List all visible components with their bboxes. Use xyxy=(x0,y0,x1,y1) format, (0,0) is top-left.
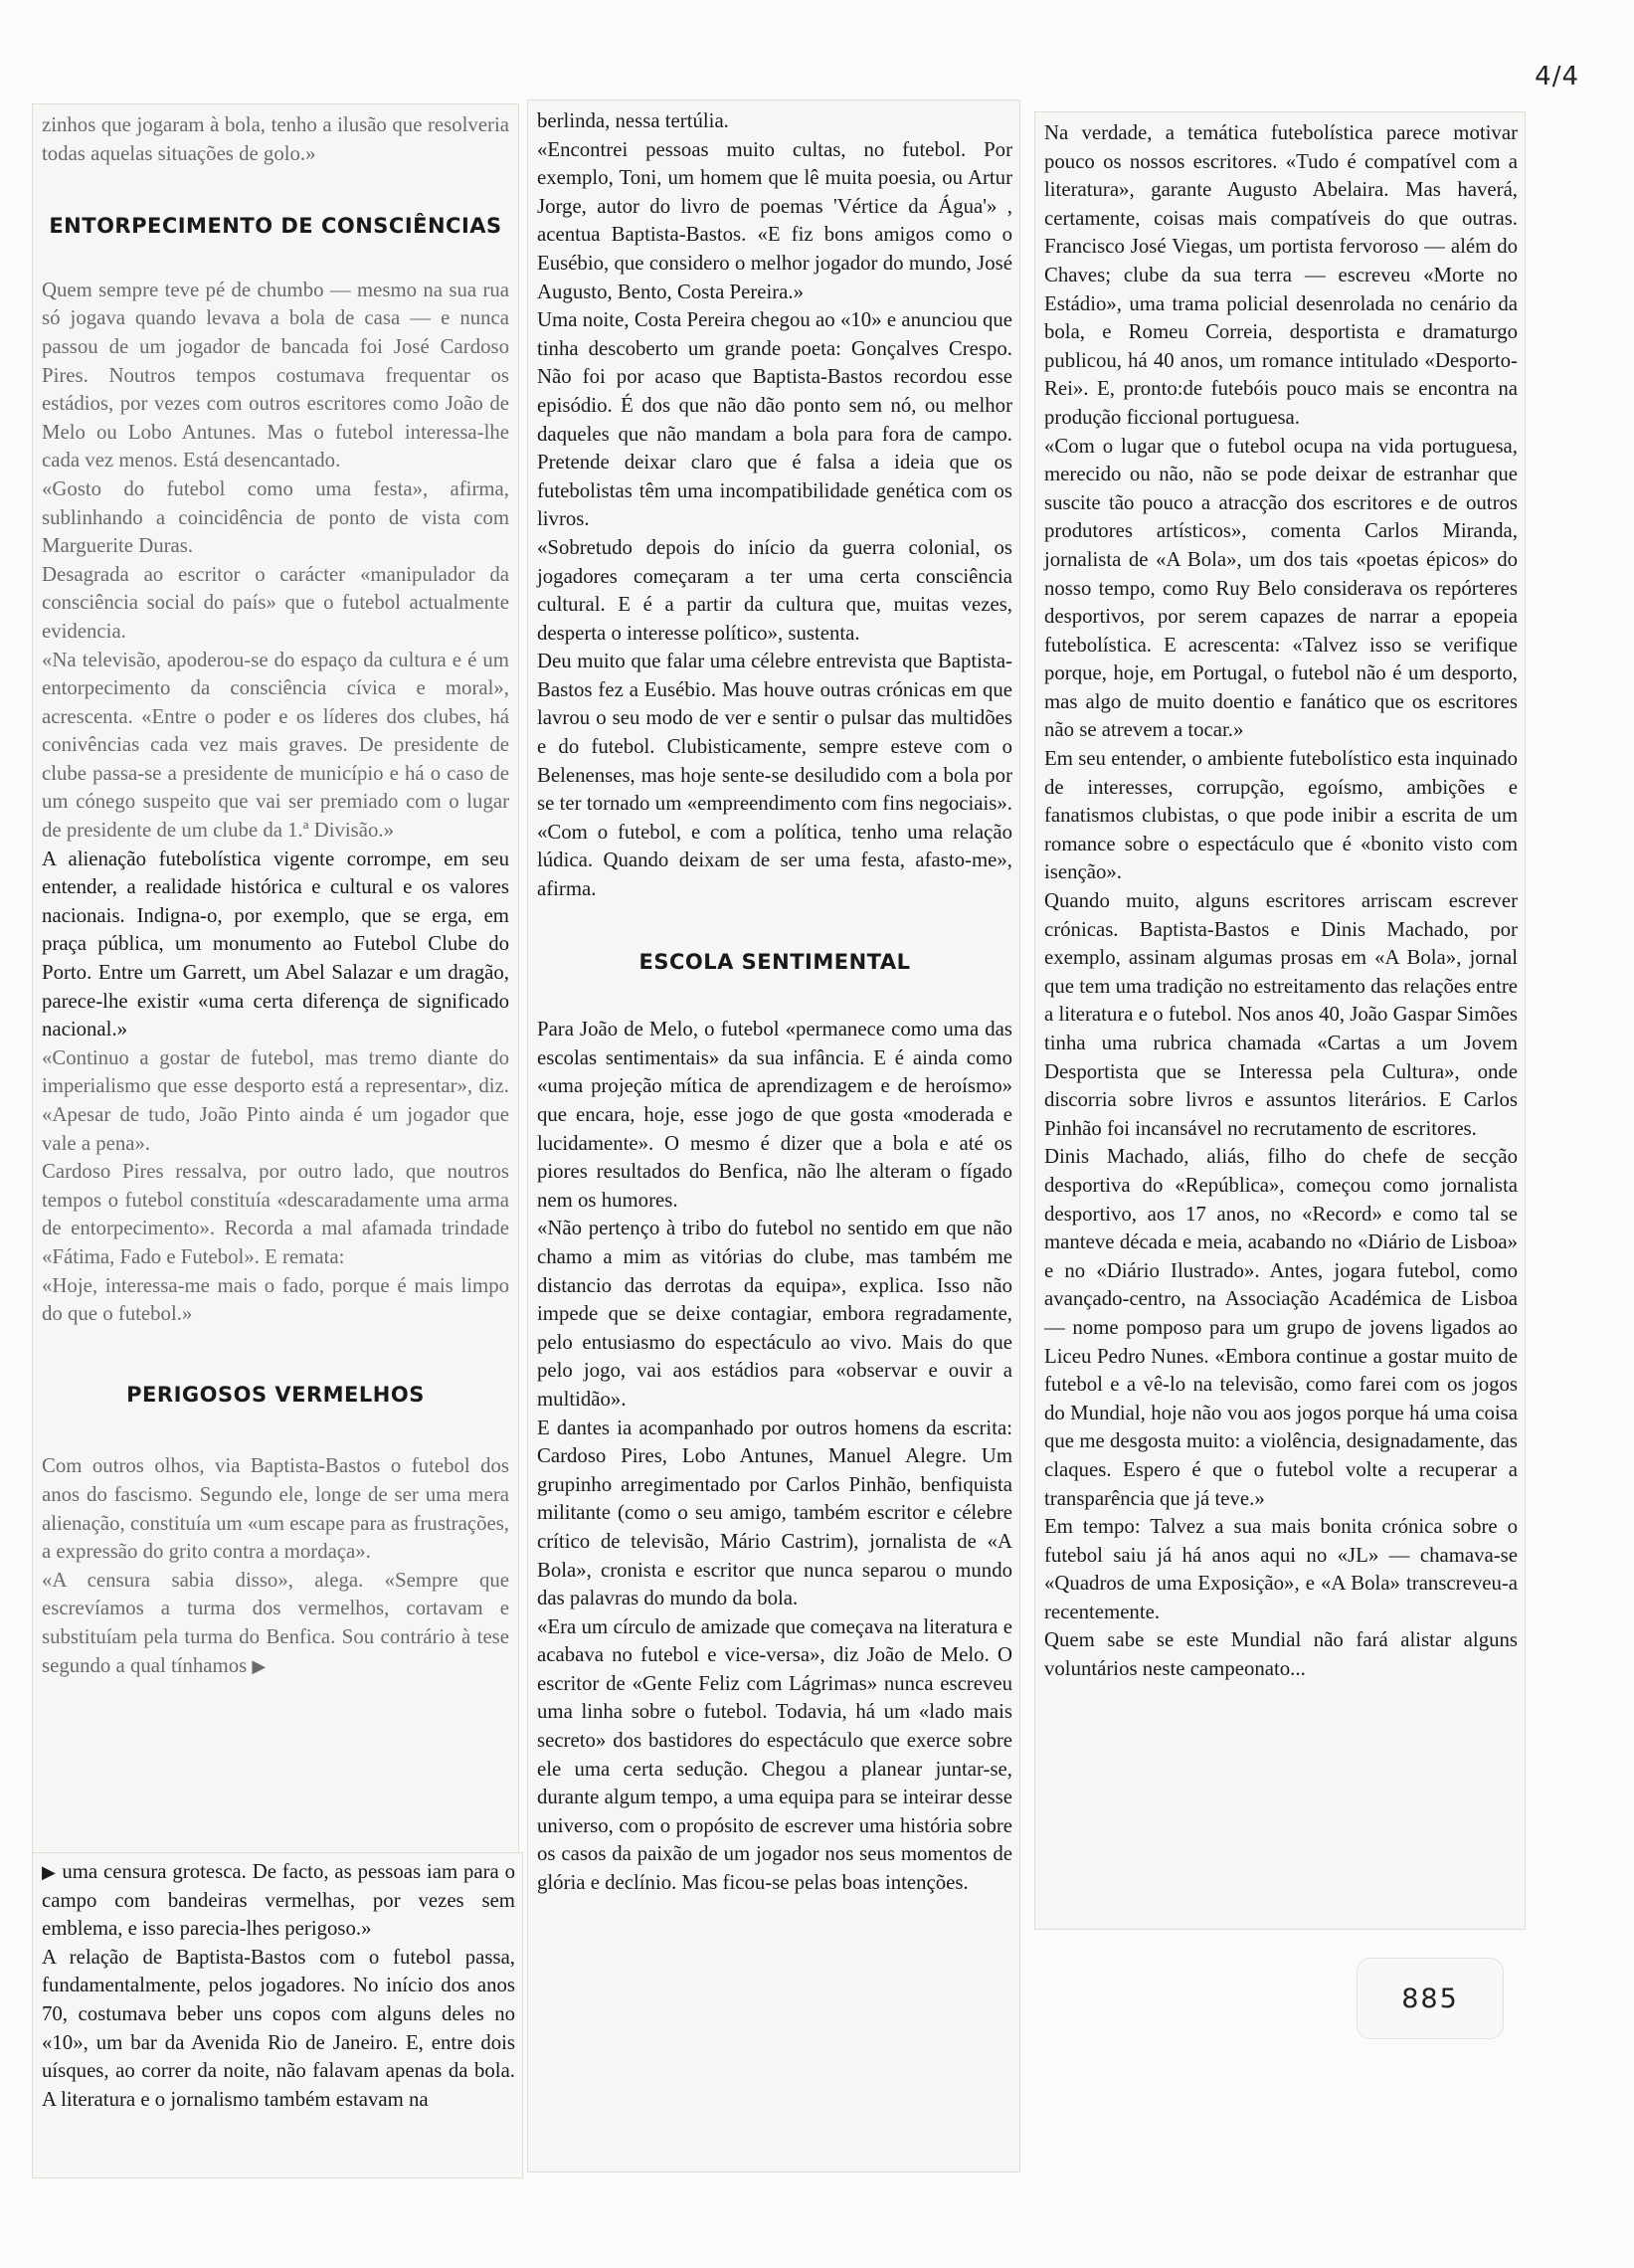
paragraph: Com outros olhos, via Baptista-Bastos o futebol dos anos do fascismo. Segundo ele, longe de ser uma mera alienação, constituía um «um escape para as frustrações, a expressão do grito contra a mordaça». xyxy=(42,1454,509,1564)
paragraph: Quem sabe se este Mundial não fará alistar alguns voluntários neste campeonato... xyxy=(1044,1628,1518,1681)
paragraph: Dinis Machado, aliás, filho do chefe de secção desportiva do «República», começou como jornalista desportivo, aos 17 anos, no «Record» e como tal se manteve década e meia, acabando no «Diário de Lisboa» e no «Diário Ilustrado». Antes, jogara futebol, como avançado-centro, na Associação Académica de Lisboa — nome pomposo para um grupo de jovens ligados ao Liceu Pedro Nunes. «Embora continue a gostar muito de futebol e a vê-lo na televisão, como farei com os jogos do Mundial, hoje não vou aos jogos porque há uma coisa que me desgosta muito: a violência, designadamente, das claques. Espero é que o futebol volte a recuperar a transparência que já teve.» xyxy=(1044,1145,1518,1510)
paragraph: Uma noite, Costa Pereira chegou ao «10» e anunciou que tinha descoberto um grande poeta: Gonçalves Crespo. Não foi por acaso que Baptista-Bastos recordou esse episódio. É dos que não dão ponto sem nó, ou melhor daqueles que não mandam a bola para fora de campo. Pretende deixar claro que é falsa a ideia que os futebolistas têm uma incompatibilidade genética com os livros. xyxy=(537,308,1012,531)
paragraph: zinhos que jogaram à bola, tenho a ilusão que resolveria todas aquelas situações de golo.» xyxy=(42,113,509,165)
paragraph: «Era um círculo de amizade que começava na literatura e acabava no futebol e vice-versa», diz João de Melo. O escritor de «Gente Feliz com Lágrimas» nunca escreveu uma linha sobre o futebol. Todavia, há um «lado mais secreto» dos bastidores do espectáculo que exerce sobre ele uma certa sedução. Chegou a planear juntar-se, durante algum tempo, a uma equipa para se inteirar desse universo, com o propósito de escrever uma história sobre os casos da paixão de um jogador nos seus momentos de glória e declínio. Mas ficou-se pelas boas intenções. xyxy=(537,1614,1012,1895)
paragraph: Quem sempre teve pé de chumbo — mesmo na sua rua só jogava quando levava a bola de casa — e nunca passou de um jogador de bancada foi José Cardoso Pires. Noutros tempos costumava frequentar os estádios, por vezes com outros escritores como João de Melo ou Lobo Antunes. Mas o futebol interessa-lhe cada vez menos. Está desencantado. xyxy=(42,278,509,472)
paragraph: Cardoso Pires ressalva, por outro lado, que noutros tempos o futebol constituía «descaradamente uma arma de entorpecimento». Recorda a mal afamada trindade «Fátima, Fado e Futebol». E remata: xyxy=(42,1160,509,1268)
paragraph: Deu muito que falar uma célebre entrevista que Baptista-Bastos fez a Eusébio. Mas houve outras crónicas em que lavrou o seu modo de ver e sentir o pulsar das multidões e do futebol. Clubisticamente, sempre esteve com o Belenenses, mas hoje sente-se desiludido com a bola por se ter tornado um «empreendimento com fins negociais». «Com o futebol, e com a política, tenho uma relação lúdica. Quando deixam de ser uma festa, afasto-me», afirma. xyxy=(537,650,1012,901)
article-column-a xyxy=(42,111,509,1680)
paragraph: A relação de Baptista-Bastos com o futebol passa, fundamentalmente, pelos jogadores. No início dos anos 70, costumava beber uns copos com alguns deles no «10», um bar da Avenida Rio de Janeiro. E, entre dois uísques, ao correr da noite, não falavam apenas da bola. A literatura e o jornalismo também estavam na xyxy=(42,1945,515,2111)
paragraph xyxy=(42,1858,515,1944)
paragraph: Desagrada ao escritor o carácter «manipulador da consciência social do país» que o futebol actualmente evidencia. xyxy=(42,562,509,643)
paragraph: «Continuo a gostar de futebol, mas tremo diante do imperialismo que esse desporto está a representar», diz. «Apesar de tudo, João Pinto ainda é um jogador que vale a pena». xyxy=(42,1045,509,1155)
paragraph: E dantes ia acompanhado por outros homens da escrita: Cardoso Pires, Lobo Antunes, Manuel Alegre. Um grupinho arregimentado por Carlos Pinhão, benfiquista militante (como o seu amigo, também escritor e célebre crítico de televisão, Mário Castrim), jornalista de «A Bola», cronista e escritor que nunca separou o mundo das palavras do mundo da bola. xyxy=(537,1416,1012,1610)
paragraph: «Encontrei pessoas muito cultas, no futebol. Por exemplo, Toni, um homem que lê muita poesia, ou Artur Jorge, autor do livro de poemas 'Vértice da Água'» , acentua Baptista-Bastos. «E fiz bons amigos como o Eusébio, que considero o melhor jogador do mundo, José Augusto, Bento, Costa Pereira.» xyxy=(537,137,1012,303)
paragraph xyxy=(42,1567,509,1680)
archive-number-stamp: 885 xyxy=(1357,1958,1504,2039)
page-number: 4/4 xyxy=(1535,62,1579,92)
paragraph: «Sobretudo depois do início da guerra colonial, os jogadores começaram a ter uma certa consciência cultural. E é a partir da cultura que, muitas vezes, desperta o interesse político», sustenta. xyxy=(537,535,1012,645)
article-column-a-continued xyxy=(42,1858,515,2114)
paragraph: Em seu entender, o ambiente futebolístico esta inquinado de interesses, corrupção, egoísmo, ambições e fanatismos clubistas, o que pode inibir a escrita de um romance sobre o espectáculo que é «bonito visto com isenção». xyxy=(1044,747,1518,884)
section-heading: PERIGOSOS VERMELHOS xyxy=(126,1382,425,1407)
paragraph: «Com o lugar que o futebol ocupa na vida portuguesa, merecido ou não, não se pode deixar de estranhar que suscite tão pouco a atracção dos escritores e de outros produtores artísticos», comenta Carlos Miranda, jornalista de «A Bola», um dos tais «poetas épicos» do nosso tempo, como Ruy Belo considerava os repórteres desportivos, por serem capazes de narrar a epopeia futebolística. E acrescenta: «Talvez isso se verifique porque, hoje, em Portugal, o futebol não é um desporto, mas algo de muito doentio e fanático que os escritores não se atrevem a tocar.» xyxy=(1044,434,1518,742)
paragraph: «Gosto do futebol como uma festa», afirma, sublinhando a coincidência de ponto de vista com Marguerite Duras. xyxy=(42,476,509,558)
paragraph: A alienação futebolística vigente corrompe, em seu entender, a realidade histórica e cultural e os valores nacionais. Indigna-o, por exemplo, que se erga, em praça pública, um monumento ao Futebol Clube do Porto. Entre um Garrett, um Abel Salazar e um dragão, parece-lhe existir «uma certa diferença de significado nacional.» xyxy=(42,847,509,1041)
paragraph: «Na televisão, apoderou-se do espaço da cultura e é um entorpecimento da consciência cívica e moral», acrescenta. «Entre o poder e os líderes dos clubes, há conivências cada vez mais graves. De presidente de clube passa-se a presidente de município e há o caso de um cónego suspeito que vai ser premiado com o lugar de presidente de um clube da 1.ª Divisão.» xyxy=(42,648,509,843)
article-column-c xyxy=(1044,119,1518,1684)
continued-arrow-icon: ▶ xyxy=(42,1862,57,1882)
section-heading: ESCOLA SENTIMENTAL xyxy=(638,949,911,974)
section-heading: ENTORPECIMENTO DE CONSCIÊNCIAS xyxy=(49,214,502,239)
paragraph: Para João de Melo, o futebol «permanece como uma das escolas sentimentais» da sua infância. E é ainda como «uma projeção mítica de aprendizagem e de heroísmo» que encara, hoje, esse jogo de que gosta «moderada e lucidamente». O mesmo é dizer que a bola e até os piores resultados do Benfica, não lhe alteram o fígado nem os humores. xyxy=(537,1018,1012,1212)
paragraph: «Hoje, interessa-me mais o fado, porque é mais limpo do que o futebol.» xyxy=(42,1273,509,1326)
paragraph: Na verdade, a temática futebolística parece motivar pouco os nossos escritores. «Tudo é compatível com a literatura», garante Augusto Abelaira. Mas haverá, certamente, coisas mais compatíveis do que outras. Francisco José Viegas, um portista fervoroso — além do Chaves; clube da sua terra — escreveu «Morte no Estádio», uma trama policial desenrolada no cenário da bola, e Romeu Correia, desportista e dramaturgo publicou, há 40 anos, um romance intitulado «Desporto-Rei». E, pronto:de futebóis pouco mais se encontra na produção ficcional portuguesa. xyxy=(1044,121,1518,429)
continue-arrow-icon: ▶ xyxy=(252,1655,267,1676)
paragraph: Quando muito, alguns escritores arriscam escrever crónicas. Baptista-Bastos e Dinis Machado, por exemplo, assinam algumas prosas em «A Bola», jornal que tem uma tradição no estreitamento das relações entre a literatura e o futebol. Nos anos 40, João Gaspar Simões tinha uma rubrica chamada «Cartas a um Jovem Desportista que se Interessa pela Cultura», onde discorria sobre livros e assuntos literários. E Carlos Pinhão foi incansável no recrutamento de escritores. xyxy=(1044,889,1518,1140)
paragraph: Em tempo: Talvez a sua mais bonita crónica sobre o futebol saiu já há anos aqui no «JL» — chamava-se «Quadros de uma Exposição», e «A Bola» transcreveu-a recentemente. xyxy=(1044,1515,1518,1623)
article-column-b xyxy=(537,107,1012,1898)
paragraph-text: uma censura grotesca. De facto, as pessoas iam para o campo com bandeiras vermelhas, por vezes sem emblema, e isso parecia-lhes perigoso.» xyxy=(42,1860,516,1941)
paragraph: «Não pertenço à tribo do futebol no sentido em que não chamo a mim as vitórias do clube, mas também me distancio das derrotas da equipa», explica. Isso não impede que se deixe contagiar, embora regradamente, pelo entusiasmo do espectáculo ao vivo. Mais do que pelo jogo, vai aos estádios para «observar e ouvir a multidão». xyxy=(537,1217,1012,1411)
paragraph-text: «A censura sabia disso», alega. «Sempre que escrevíamos a turma dos vermelhos, cortavam e substituíam pela turma do Benfica. Sou contrário à tese segundo a qual tínhamos xyxy=(42,1568,509,1677)
paragraph: berlinda, nessa tertúlia. xyxy=(537,109,729,132)
